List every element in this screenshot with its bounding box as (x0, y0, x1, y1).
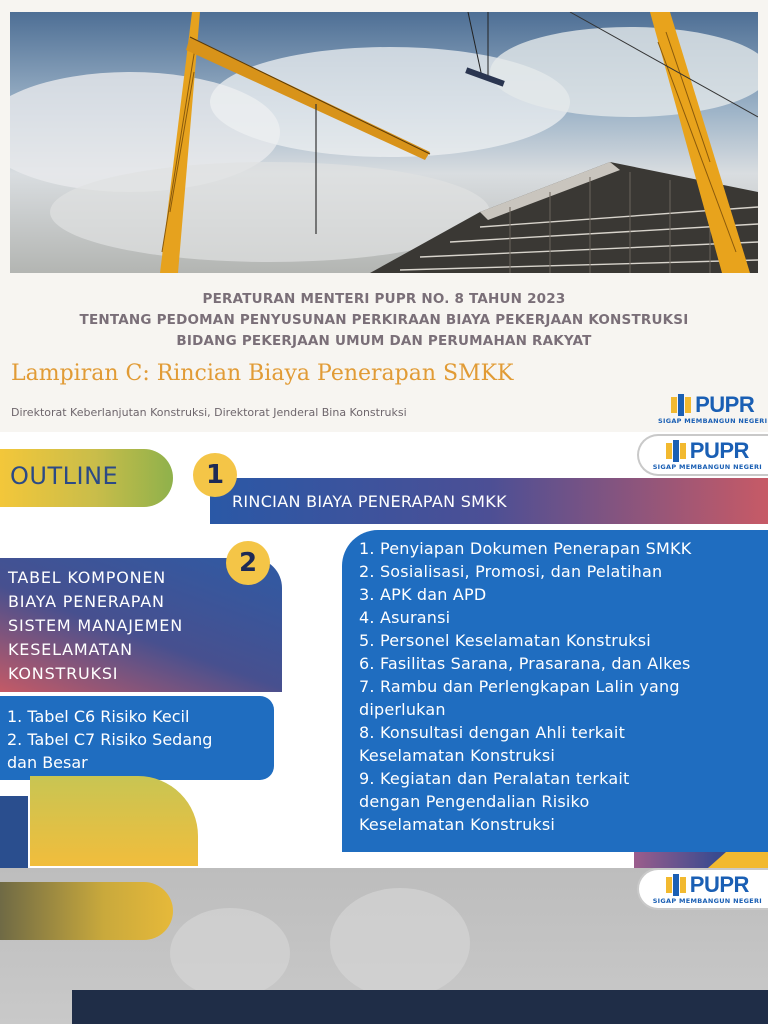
list-item: 2. Sosialisasi, Promosi, dan Pelatihan (359, 562, 663, 581)
list-item: Keselamatan Konstruksi (359, 746, 556, 765)
list-item: 4. Asuransi (359, 608, 451, 627)
logo-text: PUPR (689, 438, 749, 463)
decorative-yellow-stripe (708, 852, 768, 868)
table-item: 1. Tabel C6 Risiko Kecil (7, 707, 190, 726)
list-item: 5. Personel Keselamatan Konstruksi (359, 631, 651, 650)
background-worker-image (170, 908, 290, 998)
regulation-title (0, 289, 768, 352)
list-item: 6. Fasilitas Sarana, Prasarana, dan Alkes (359, 654, 691, 673)
section-1-bar (210, 478, 768, 524)
table-item: dan Besar (7, 753, 88, 772)
list-item: 1. Penyiapan Dokumen Penerapan SMKK (359, 539, 692, 558)
pupr-logo-pill (637, 868, 768, 910)
outline-heading-pill (0, 449, 173, 507)
tables-list (0, 696, 274, 780)
pupr-logo (653, 440, 762, 471)
logo-text: PUPR (689, 872, 749, 897)
list-item: 7. Rambu dan Perlengkapan Lalin yang (359, 677, 680, 696)
decorative-navy-strip (0, 796, 28, 868)
logo-tagline: SIGAP MEMBANGUN NEGERI (652, 897, 762, 905)
list-item: 3. APK dan APD (359, 585, 487, 604)
logo-text: PUPR (695, 392, 755, 417)
construction-site-photo (10, 12, 758, 273)
section-1-number-badge: 1 (193, 453, 237, 497)
logo-tagline: SIGAP MEMBANGUN NEGERI (652, 463, 762, 471)
list-item: dengan Pengendalian Risiko (359, 792, 590, 811)
title-line-3: BIDANG PEKERJAAN UMUM DAN PERUMAHAN RAKYAT (176, 333, 592, 349)
construction-photo-illustration (10, 12, 758, 273)
list-item: Keselamatan Konstruksi (359, 815, 556, 834)
cover-slide (0, 0, 768, 432)
table-item: 2. Tabel C7 Risiko Sedang (7, 730, 213, 749)
list-item: diperlukan (359, 700, 446, 719)
pupr-emblem-icon (666, 440, 688, 462)
pupr-emblem-icon (671, 394, 693, 416)
pupr-logo (658, 394, 767, 425)
direktorat-credit: Direktorat Keberlanjutan Konstruksi, Direktorat Jenderal Bina Konstruksi (11, 406, 407, 419)
outline-heading: OUTLINE (10, 462, 119, 490)
section-1-title: RINCIAN BIAYA PENERAPAN SMKK (232, 492, 507, 511)
next-slide-preview (0, 868, 768, 1024)
outline-slide (0, 432, 768, 868)
title-line-1: PERATURAN MENTERI PUPR NO. 8 TAHUN 2023 (202, 291, 566, 307)
lampiran-subtitle: Lampiran C: Rincian Biaya Penerapan SMKK (11, 361, 514, 386)
dark-content-bar (72, 990, 768, 1024)
list-item: 8. Konsultasi dengan Ahli terkait (359, 723, 626, 742)
background-worker-image (330, 888, 470, 998)
smkk-cost-items-list (359, 537, 767, 836)
heading-pill (0, 882, 173, 940)
section-2-title: TABEL KOMPONEN BIAYA PENERAPAN SISTEM MANAJEMEN KESELAMATAN KONSTRUKSI (8, 568, 183, 683)
smkk-cost-items-box (342, 530, 768, 852)
pupr-logo (653, 874, 762, 905)
pupr-emblem-icon (666, 874, 688, 896)
list-item: 9. Kegiatan dan Peralatan terkait (359, 769, 630, 788)
title-line-2: TENTANG PEDOMAN PENYUSUNAN PERKIRAAN BIAYA PEKERJAAN KONSTRUKSI (79, 312, 689, 328)
section-2-number-badge: 2 (226, 541, 270, 585)
pupr-logo-pill (637, 434, 768, 476)
decorative-yellow-shape (30, 776, 198, 866)
decorative-corner-stripe (634, 852, 768, 868)
logo-tagline: SIGAP MEMBANGUN NEGERI (658, 417, 768, 425)
